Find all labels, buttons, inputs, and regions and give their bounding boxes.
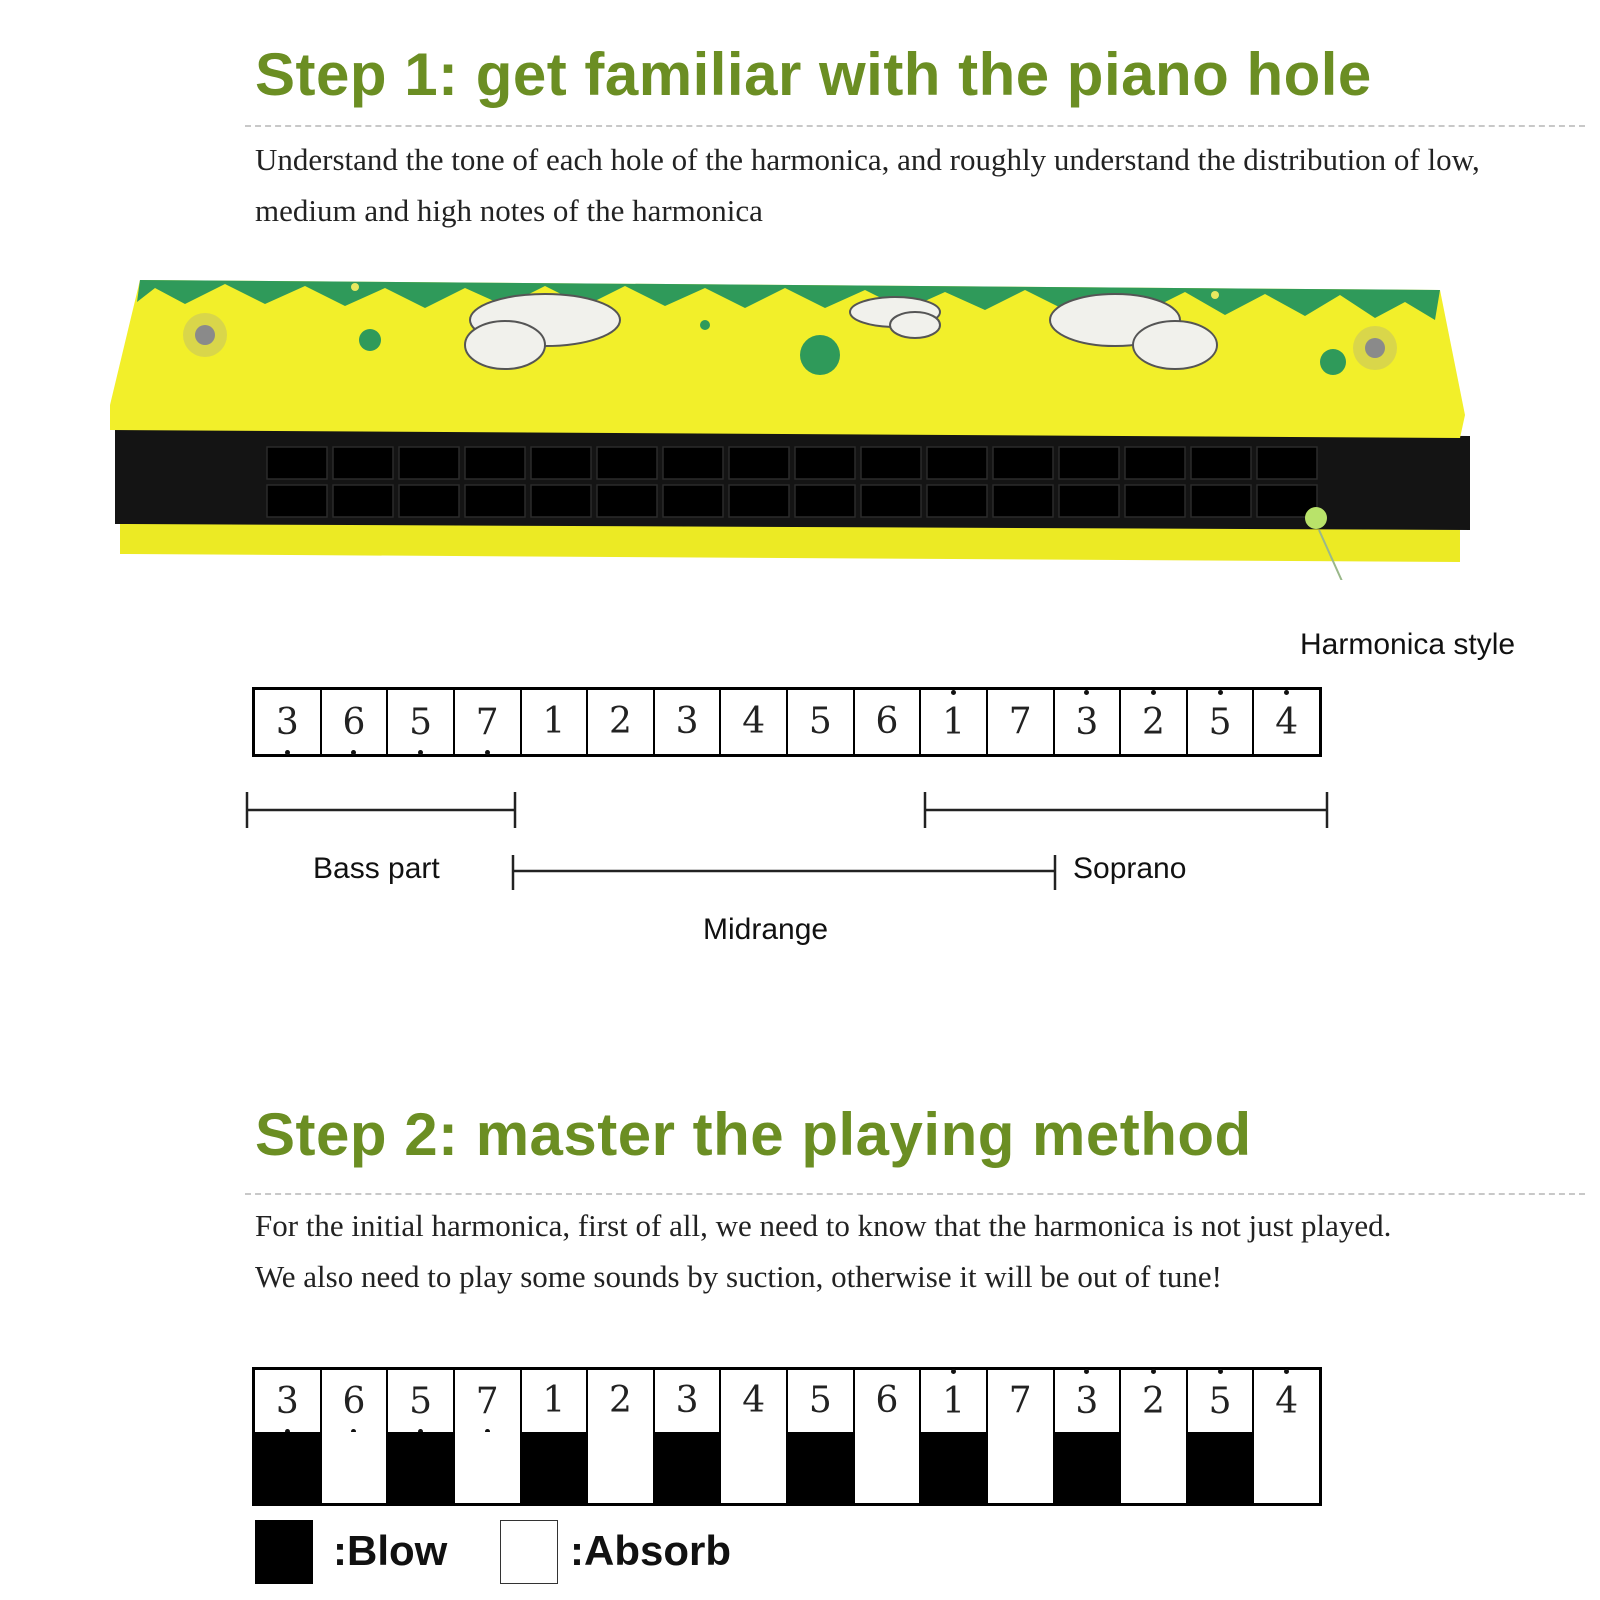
- soprano-label: Soprano: [1073, 852, 1187, 885]
- harmonica-hole: [1059, 485, 1119, 517]
- note-digit: 3: [1075, 1380, 1099, 1422]
- note-cell: [1252, 1370, 1319, 1432]
- octave-dot: [1151, 690, 1156, 695]
- harmonica-hole: [663, 485, 723, 517]
- harmonica-hole: [267, 447, 327, 479]
- note-cell: [986, 690, 1053, 754]
- note-digit: 6: [875, 1380, 899, 1421]
- harmonica-hole: [1257, 447, 1317, 479]
- octave-dot: [418, 750, 423, 755]
- note-digit: 5: [409, 701, 433, 743]
- octave-dot: [1084, 1369, 1089, 1374]
- note-cell: [1119, 1370, 1186, 1432]
- step2-line2: We also need to play some sounds by suction, otherwise it will be out of tune!: [255, 1259, 1222, 1294]
- absorb-cell: [1119, 1432, 1186, 1503]
- note-strip: [252, 687, 1322, 757]
- absorb-cell: [586, 1432, 653, 1503]
- absorb-cell: [320, 1432, 387, 1503]
- note-cell: [853, 690, 920, 754]
- note-cell: [1053, 690, 1120, 754]
- octave-dot: [1284, 690, 1289, 695]
- blow-legend-label: :Blow: [333, 1527, 448, 1574]
- harmonica-hole: [1125, 447, 1185, 479]
- note-cell: [853, 1370, 920, 1432]
- divider: [245, 1193, 1585, 1195]
- note-cell: [653, 690, 720, 754]
- note-digit: 4: [742, 1380, 766, 1421]
- octave-dot: [1218, 1369, 1223, 1374]
- blow-legend-swatch: [255, 1520, 313, 1584]
- note-cell: [986, 1370, 1053, 1432]
- note-cell: [1053, 1370, 1120, 1432]
- note-digit: 2: [608, 1380, 632, 1421]
- blow-absorb-row: [252, 1432, 1322, 1506]
- note-digit: 3: [275, 1380, 299, 1422]
- note-digit: 5: [1208, 701, 1232, 743]
- harmonica-illustration: [105, 280, 1515, 580]
- range-brackets: [0, 780, 1600, 900]
- harmonica-hole: [927, 485, 987, 517]
- harmonica-hole: [927, 447, 987, 479]
- note-cell: [719, 1370, 786, 1432]
- absorb-cell: [986, 1432, 1053, 1503]
- step2-title: Step 2: master the playing method: [255, 1101, 1252, 1168]
- note-cell: [1252, 690, 1319, 754]
- octave-dot: [285, 750, 290, 755]
- midrange-label: Midrange: [703, 913, 829, 946]
- absorb-cell: [1252, 1432, 1319, 1503]
- harmonica-hole: [993, 485, 1053, 517]
- note-cell: [786, 1370, 853, 1432]
- note-cell: [453, 690, 520, 754]
- step1-title: Step 1: get familiar with the piano hole: [255, 41, 1372, 108]
- octave-dot: [951, 690, 956, 695]
- note-cell: [520, 1370, 587, 1432]
- note-cell: [255, 1370, 320, 1432]
- harmonica-hole: [1191, 447, 1251, 479]
- harmonica-hole: [1059, 447, 1119, 479]
- deco-dot: [359, 329, 381, 351]
- divider: [245, 125, 1585, 127]
- note-strip: [252, 1367, 1322, 1435]
- note-digit: 4: [1275, 701, 1299, 743]
- note-digit: 7: [475, 701, 499, 743]
- deco-dot: [351, 283, 359, 291]
- harmonica-hole: [861, 447, 921, 479]
- note-cell: [453, 1370, 520, 1432]
- note-digit: 5: [1208, 1380, 1232, 1422]
- note-digit: 1: [542, 701, 566, 742]
- note-cell: [320, 690, 387, 754]
- octave-dot: [1084, 690, 1089, 695]
- note-cell: [586, 1370, 653, 1432]
- harmonica-hole: [465, 485, 525, 517]
- blow-cell: [520, 1432, 587, 1503]
- absorb-cell: [453, 1432, 520, 1503]
- note-digit: 5: [808, 701, 832, 742]
- harmonica-hole: [1191, 485, 1251, 517]
- harmonica-hole: [1125, 485, 1185, 517]
- note-digit: 3: [675, 1380, 699, 1421]
- note-cell: [1186, 1370, 1253, 1432]
- absorb-cell: [719, 1432, 786, 1503]
- harmonica-hole: [729, 447, 789, 479]
- deco-dot: [700, 320, 710, 330]
- note-digit: 6: [342, 701, 366, 743]
- step1-description: Understand the tone of each hole of the harmonica, and roughly understand the distribution of low, medium and high notes of the harmonica: [255, 142, 1480, 228]
- harmonica-hole: [399, 447, 459, 479]
- blow-cell: [786, 1432, 853, 1503]
- absorb-legend-label: :Absorb: [570, 1527, 731, 1574]
- harmonica-hole: [795, 485, 855, 517]
- note-digit: 3: [1075, 701, 1099, 743]
- note-digit: 4: [1275, 1380, 1299, 1422]
- harmonica-hole: [399, 485, 459, 517]
- harmonica-hole: [267, 485, 327, 517]
- note-digit: 6: [875, 701, 899, 742]
- blow-cell: [386, 1432, 453, 1503]
- blow-cell: [1053, 1432, 1120, 1503]
- harmonica-hole: [333, 485, 393, 517]
- note-cell: [520, 690, 587, 754]
- note-digit: 3: [275, 701, 299, 743]
- deco-dot: [1320, 349, 1346, 375]
- octave-dot: [1151, 1369, 1156, 1374]
- note-cell: [919, 690, 986, 754]
- note-digit: 3: [675, 701, 699, 742]
- note-cell: [1186, 690, 1253, 754]
- harmonica-style-label: Harmonica style: [1300, 628, 1516, 661]
- harmonica-hole: [993, 447, 1053, 479]
- note-cell: [1119, 690, 1186, 754]
- blow-cell: [255, 1432, 320, 1503]
- callout-dot: [1305, 507, 1327, 529]
- note-cell: [719, 690, 786, 754]
- harmonica-hole: [729, 485, 789, 517]
- deco-dot: [800, 335, 840, 375]
- note-cell: [386, 690, 453, 754]
- harmonica-hole: [531, 447, 591, 479]
- octave-dot: [485, 750, 490, 755]
- harmonica-top-plate: [110, 280, 1465, 438]
- harmonica-hole: [531, 485, 591, 517]
- octave-dot: [951, 1369, 956, 1374]
- harmonica-hole: [597, 485, 657, 517]
- absorb-cell: [853, 1432, 920, 1503]
- note-cell: [320, 1370, 387, 1432]
- bass-label: Bass part: [313, 852, 440, 885]
- note-digit: 2: [1141, 701, 1165, 743]
- deco-dot: [1211, 291, 1219, 299]
- note-digit: 2: [1141, 1380, 1165, 1422]
- harmonica-hole: [861, 485, 921, 517]
- note-digit: 1: [942, 1380, 966, 1422]
- note-cell: [653, 1370, 720, 1432]
- harmonica-hole: [597, 447, 657, 479]
- note-digit: 2: [608, 701, 632, 742]
- note-cell: [386, 1370, 453, 1432]
- note-digit: 5: [808, 1380, 832, 1421]
- octave-dot: [1284, 1369, 1289, 1374]
- absorb-legend-swatch: [500, 1520, 558, 1584]
- harmonica-hole: [333, 447, 393, 479]
- harmonica-hole: [795, 447, 855, 479]
- note-cell: [786, 690, 853, 754]
- octave-dot: [1218, 690, 1223, 695]
- note-digit: 7: [1008, 1380, 1032, 1421]
- note-digit: 1: [542, 1380, 566, 1421]
- note-digit: 1: [942, 701, 966, 743]
- note-cell: [586, 690, 653, 754]
- harmonica-hole: [663, 447, 723, 479]
- note-cell: [919, 1370, 986, 1432]
- note-digit: 6: [342, 1380, 366, 1422]
- note-digit: 7: [475, 1380, 499, 1422]
- blow-cell: [919, 1432, 986, 1503]
- note-cell: [255, 690, 320, 754]
- blow-cell: [653, 1432, 720, 1503]
- note-digit: 5: [409, 1380, 433, 1422]
- note-digit: 4: [742, 701, 766, 742]
- octave-dot: [351, 750, 356, 755]
- harmonica-hole: [465, 447, 525, 479]
- step2-line1: For the initial harmonica, first of all, we need to know that the harmonica is not just played.: [255, 1208, 1392, 1243]
- note-digit: 7: [1008, 701, 1032, 742]
- blow-cell: [1186, 1432, 1253, 1503]
